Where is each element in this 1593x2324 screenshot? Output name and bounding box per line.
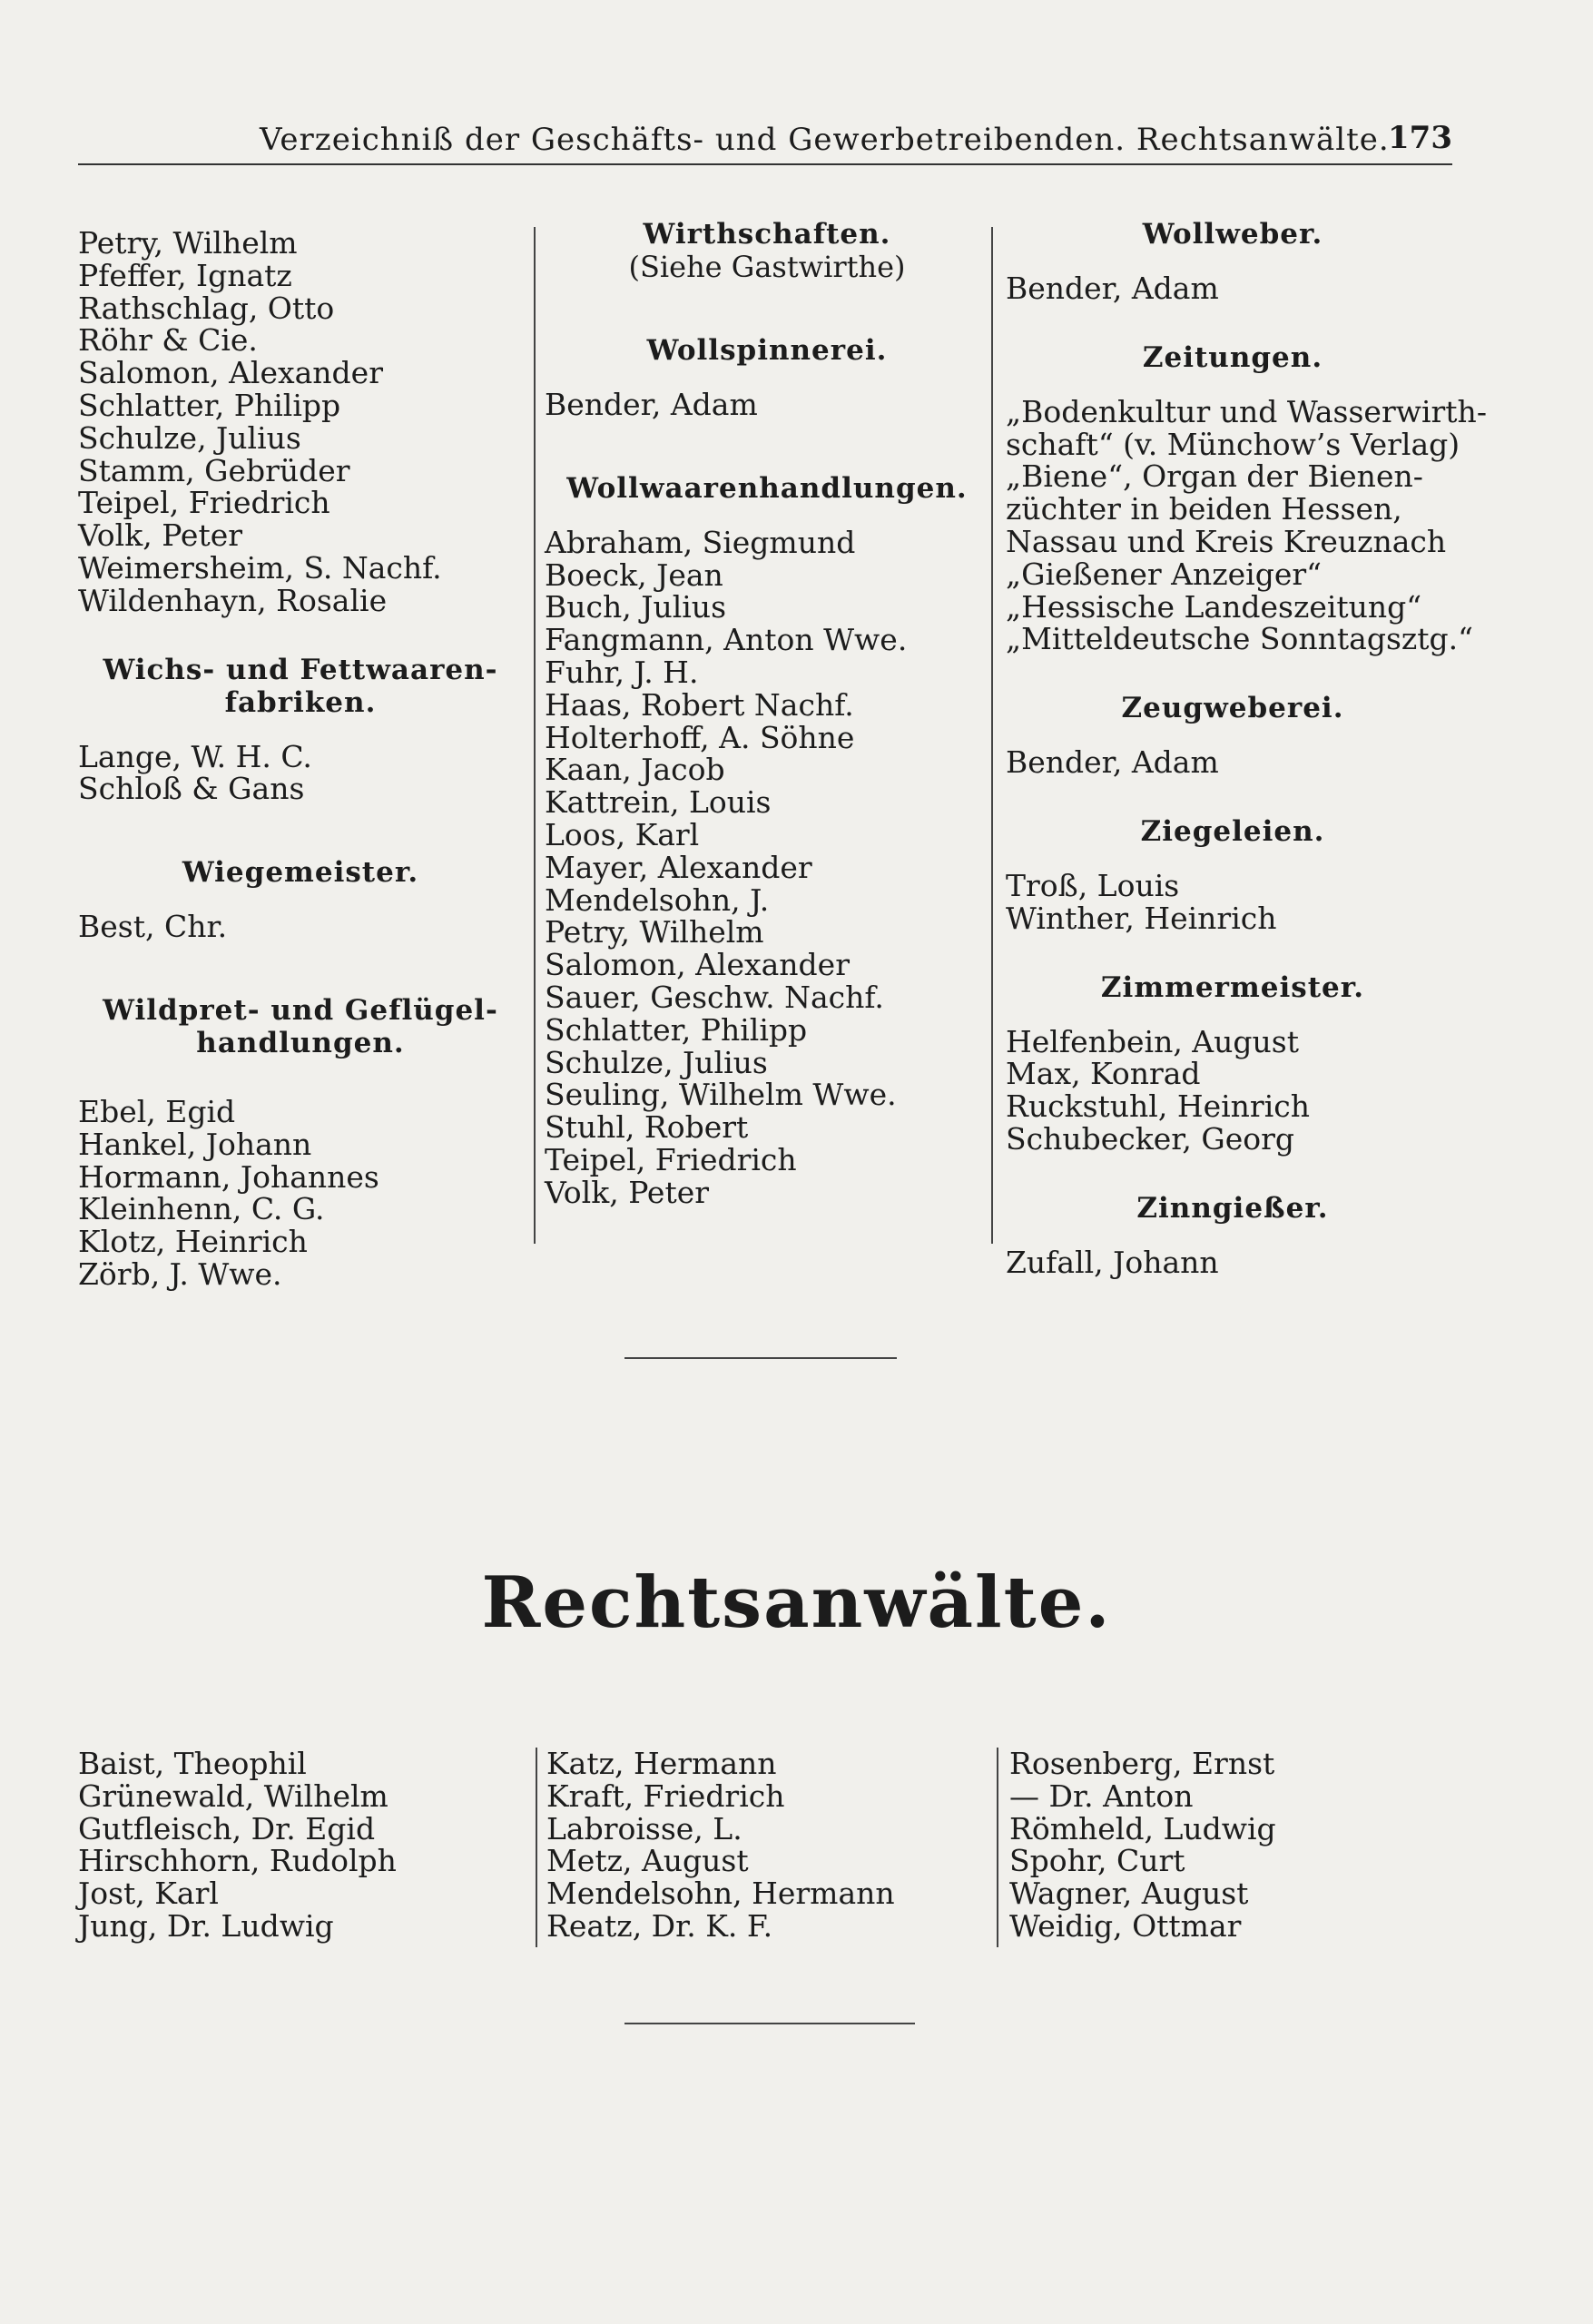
section-heading-wollspinnerei: Wollspinnerei. (646, 334, 888, 367)
section-heading-wollweber: Wollweber. (1142, 218, 1323, 251)
lawyer-entry: Labroisse, L. (546, 1810, 742, 1846)
newspaper-line: „Mitteldeutsche Sonntagsztg.“ (1006, 621, 1474, 657)
top-column-1 (78, 227, 523, 1291)
list-item: Helfenbein, August (1006, 1023, 1299, 1059)
section-heading-zeugweberei: Zeugweberei. (1121, 692, 1344, 725)
newspaper-line: „Gießener Anzeiger“ (1006, 556, 1323, 592)
list-item: Mayer, Alexander (545, 849, 812, 885)
lawyer-entry: Jung, Dr. Ludwig (78, 1907, 334, 1944)
newspaper-line: züchter in beiden Hessen, (1006, 491, 1402, 527)
list-item: Weimersheim, S. Nachf. (78, 549, 442, 586)
newspaper-line: „Hessische Landeszeitung“ (1006, 588, 1422, 625)
list-item: Volk, Peter (78, 517, 243, 554)
lawyer-entry: Metz, August (546, 1843, 749, 1879)
lawyer-entry: Spohr, Curt (1009, 1843, 1185, 1879)
list-item: Teipel, Friedrich (78, 485, 330, 521)
bottom-column-2 (546, 1748, 991, 1943)
section-heading-zeitungen: Zeitungen. (1142, 340, 1323, 374)
list-item: Fuhr, J. H. (545, 654, 699, 690)
list-item: Rathschlag, Otto (78, 290, 335, 326)
list-item: Kattrein, Louis (545, 784, 772, 821)
lawyer-entry: Römheld, Ludwig (1009, 1810, 1276, 1846)
lawyer-entry: Katz, Hermann (546, 1746, 777, 1781)
list-item: Klotz, Heinrich (78, 1224, 308, 1260)
section-heading-wiege: Wiegemeister. (182, 856, 419, 890)
running-head (78, 118, 1452, 165)
section-title-rechtsanwaelte: Rechtsanwälte. (481, 1561, 1112, 1644)
lawyer-entry: Baist, Theophil (78, 1746, 307, 1781)
list-item: Best, Chr. (78, 909, 228, 945)
separator-rule (624, 1357, 897, 1359)
list-item: Schlatter, Philipp (545, 1011, 808, 1048)
list-item: Kleinhenn, C. G. (78, 1191, 325, 1227)
list-item: Schlatter, Philipp (78, 387, 341, 423)
list-item: Pfeffer, Ignatz (78, 257, 292, 293)
list-item: Wildenhayn, Rosalie (78, 582, 388, 618)
list-item: Stamm, Gebrüder (78, 452, 350, 488)
list-item: Petry, Wilhelm (545, 914, 764, 950)
list-item: Hankel, Johann (78, 1126, 312, 1162)
list-item: Bender, Adam (545, 387, 758, 422)
lawyer-entry: Hirschhorn, Rudolph (78, 1843, 397, 1879)
lawyer-entry: Grünewald, Wilhelm (78, 1777, 388, 1814)
lawyer-entry: Reatz, Dr. K. F. (546, 1907, 773, 1944)
list-item: Bender, Adam (1006, 271, 1219, 306)
list-item: Salomon, Alexander (545, 947, 850, 983)
column-rule (536, 1748, 537, 1947)
list-item: Holterhoff, A. Söhne (545, 719, 855, 755)
section-heading-wichs-2: fabriken. (224, 685, 377, 719)
section-heading-wildpret-2: handlungen. (196, 1026, 405, 1059)
list-item: Salomon, Alexander (78, 355, 383, 391)
separator-rule (624, 2023, 915, 2024)
list-item: Schulze, Julius (545, 1044, 768, 1080)
list-item: Loos, Karl (545, 816, 700, 852)
list-item: Ebel, Egid (78, 1093, 236, 1129)
list-item: Stuhl, Robert (545, 1109, 749, 1146)
list-item: Troß, Louis (1006, 867, 1180, 903)
list-item: Seuling, Wilhelm Wwe. (545, 1077, 897, 1113)
section-heading-wirthschaften: Wirthschaften. (643, 218, 891, 251)
column-rule (534, 227, 536, 1244)
lawyer-entry: Weidig, Ottmar (1009, 1907, 1242, 1944)
section-heading-wildpret-1: Wildpret- und Geflügel- (103, 993, 498, 1027)
newspaper-line: „Biene“, Organ der Bienen- (1006, 458, 1423, 495)
lawyer-entry: — Dr. Anton (1009, 1777, 1194, 1814)
list-item: Hormann, Johannes (78, 1158, 379, 1195)
cross-reference-note: (Siehe Gastwirthe) (628, 250, 906, 284)
bottom-column-1 (78, 1748, 523, 1943)
column-rule (997, 1748, 998, 1947)
list-item: Kaan, Jacob (545, 752, 725, 788)
newspaper-line: schaft“ (v. Münchow’s Verlag) (1006, 426, 1460, 462)
list-item: Mendelsohn, J. (545, 881, 770, 918)
list-item: Röhr & Cie. (78, 322, 258, 359)
section-heading-ziegeleien: Ziegeleien. (1140, 814, 1325, 848)
list-item: Fangmann, Anton Wwe. (545, 622, 908, 658)
list-item: Boeck, Jean (545, 556, 723, 593)
list-item: Schulze, Julius (78, 419, 301, 456)
list-item: Sauer, Geschw. Nachf. (545, 979, 884, 1015)
newspaper-line: „Bodenkultur und Wasserwirth- (1006, 393, 1487, 429)
lawyer-entry: Jost, Karl (78, 1876, 219, 1912)
list-item: Zörb, J. Wwe. (78, 1256, 282, 1292)
section-heading-zimmermeister: Zimmermeister. (1100, 970, 1365, 1004)
list-item: Buch, Julius (545, 589, 726, 625)
list-item: Schubecker, Georg (1006, 1120, 1295, 1157)
list-item: Schloß & Gans (78, 771, 305, 807)
list-item: Haas, Robert Nachf. (545, 686, 854, 723)
running-head-title: Verzeichniß der Geschäfts- und Gewerbetreibenden. Rechtsanwälte. (260, 122, 1390, 158)
lawyer-entry: Wagner, August (1009, 1876, 1249, 1912)
list-item: Max, Konrad (1006, 1056, 1201, 1092)
column-rule (991, 227, 993, 1244)
list-item: Lange, W. H. C. (78, 738, 312, 774)
lawyer-entry: Gutfleisch, Dr. Egid (78, 1810, 376, 1846)
top-column-3 (1006, 218, 1487, 1280)
lawyer-entry: Mendelsohn, Hermann (546, 1876, 895, 1912)
list-item: Abraham, Siegmund (545, 524, 856, 560)
list-item: Bender, Adam (1006, 744, 1219, 781)
list-item: Teipel, Friedrich (545, 1141, 797, 1177)
list-item: Petry, Wilhelm (78, 225, 298, 261)
list-item: Ruckstuhl, Heinrich (1006, 1088, 1310, 1125)
section-heading-zinngiesser: Zinngießer. (1136, 1191, 1329, 1225)
section-heading-wollwaaren: Wollwaarenhandlungen. (566, 471, 968, 505)
list-item: Winther, Heinrich (1006, 900, 1277, 936)
section-heading-wichs-1: Wichs- und Fettwaaren- (103, 653, 498, 686)
newspaper-line: Nassau und Kreis Kreuznach (1006, 523, 1447, 559)
page-number: 173 (1388, 120, 1452, 156)
lawyer-entry: Rosenberg, Ernst (1009, 1746, 1275, 1781)
top-column-2 (545, 218, 989, 1209)
list-item: Volk, Peter (545, 1174, 710, 1210)
lawyer-entry: Kraft, Friedrich (546, 1777, 785, 1814)
bottom-column-3 (1009, 1748, 1463, 1943)
list-item: Zufall, Johann (1006, 1244, 1219, 1280)
